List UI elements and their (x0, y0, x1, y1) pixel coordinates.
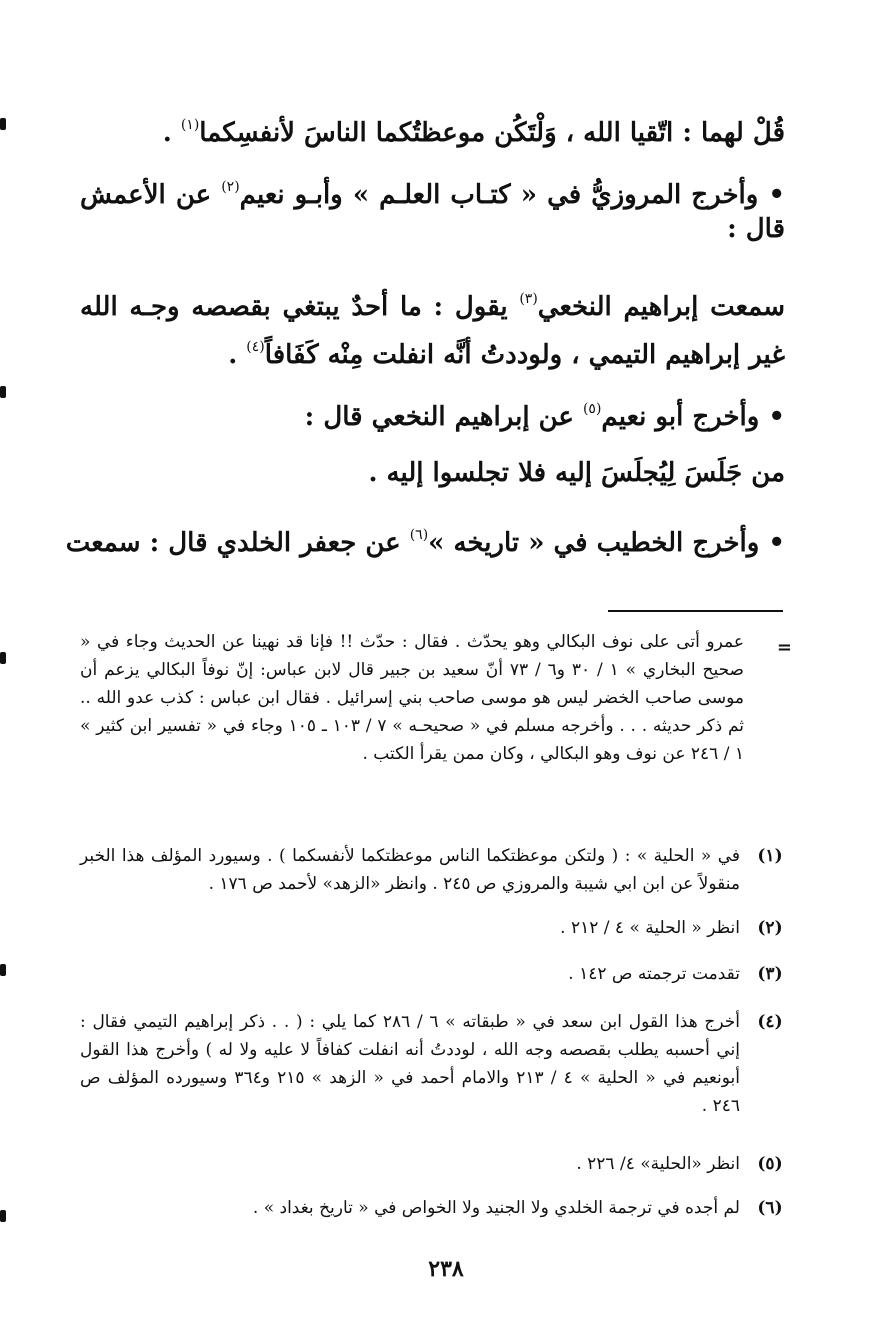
footnote-text: أخرج هذا القول ابن سعد في « طبقاته » ٦ / ٢٨٦ كما يلي : ( . . ذكر إبراهيم التيمي فقال : إني أحسبه يطلب بقصصه وجه الله ، لوددتُ أنه انفلت كفافاً لا عليه ولا له ) وأخرج هذا القول أبونعيم في « الحلية » ٤ / ٢١٣ والامام أحمد في « الزهد » ٢١٥ و٣٦٤ وسيورده المؤلف ص ٢٤٦ . (80, 1012, 740, 1116)
footnote-text: لم أجده في ترجمة الخلدي ولا الجنيد ولا الخواص في « تاريخ بغداد » . (252, 1198, 740, 1218)
footnote-separator (608, 610, 783, 612)
footnote-text: في « الحلية » : ( ولتكن موعظتكما الناس موعظتكما لأنفسكما ) . وسيورد المؤلف هذا الخبر منقولاً عن ابن ابي شيبة والمروزي ص ٢٤٥ . وانظر «الزهد» لأحمد ص ١٧٦ . (80, 846, 740, 894)
main-line: غير إبراهيم التيمي ، ولوددتُ أنَّه انفلت مِنْه كَفَافاً$^{(٤)}$ . (228, 339, 785, 370)
footnote-text: انظر «الحلية» ٤/ ٢٢٦ . (576, 1154, 740, 1174)
continuation-text: عمرو أتى على نوف البكالي وهو يحدّث . فقال : حدّث !! فإنا قد نهينا عن الحديث وجاء في « صحيح البخاري » ١ / ٣٠ و٦ / ٧٣ أنّ سعيد بن جبير قال لابن عباس: إنّ نوفاً البكالي يزعم أن موسى صاحب الخضر ليس هو موسى صاحب بني إسرائيل . فقال ابن عباس : كذب عدو الله .. ثم ذكر حديثه . . . وأخرجه مسلم في « صحيحـه » ٧ / ١٠٣ ـ ١٠٥ وجاء في « تفسير ابن كثير » ١ / ٢٤٦ عن نوف وهو البكالي ، وكان ممن يقرأ الكتب . (80, 632, 744, 764)
footnote-number: (٥) (757, 1154, 783, 1174)
footnote-ref[interactable]: (٦) (409, 527, 429, 543)
main-line: قال : (727, 214, 785, 244)
footnote-text: تقدمت ترجمته ص ١٤٢ . (568, 964, 740, 984)
main-line: قُلْ لهما : اتّقيا الله ، وَلْتَكُن موعظتُكما الناسَ لأنفسِكما$^{(١)}$ . (162, 117, 785, 148)
margin-mark (0, 652, 6, 664)
main-line: من جَلَسَ لِيُجلَسَ إليه فلا تجلسوا إليه . (368, 458, 785, 488)
footnote-number: (٢) (757, 918, 783, 938)
margin-mark (0, 1210, 6, 1222)
footnote-number: (٣) (757, 964, 783, 984)
footnote-number: (١) (757, 846, 783, 866)
main-line: • وأخرج الخطيب في « تاريخه »$^{(٦)}$ عن جعفر الخلدي قال : سمعت (65, 527, 785, 558)
margin-mark (0, 386, 6, 398)
footnote-ref[interactable]: (٢) (221, 179, 240, 195)
footnote-number: (٤) (757, 1012, 783, 1032)
margin-mark (0, 964, 6, 976)
footnote-continuation (80, 628, 792, 824)
footnote-text: انظر « الحلية » ٤ / ٢١٢ . (560, 918, 740, 938)
main-line: • وأخرج أبو نعيم$^{(٥)}$ عن إبراهيم النخعي قال : (304, 401, 785, 432)
footnote-ref[interactable]: (٤) (246, 339, 265, 355)
main-line: سمعت إبراهيم النخعي$^{(٣)}$ يقول : ما أحدٌ يبتغي بقصصه وجـه الله (80, 291, 785, 322)
footnote-ref[interactable]: (٣) (519, 291, 538, 307)
page-number: ٢٣٨ (428, 1256, 464, 1282)
footnote-ref[interactable]: (١) (180, 117, 200, 133)
main-line: • وأخرج المروزيُّ في « كتـاب العلـم » وأبـو نعيم$^{(٢)}$ عن الأعمش (80, 179, 785, 210)
continuation-marker: = (776, 637, 792, 658)
margin-mark (0, 118, 6, 130)
footnote-ref[interactable]: (٥) (582, 401, 602, 417)
footnote-number: (٦) (757, 1198, 783, 1218)
